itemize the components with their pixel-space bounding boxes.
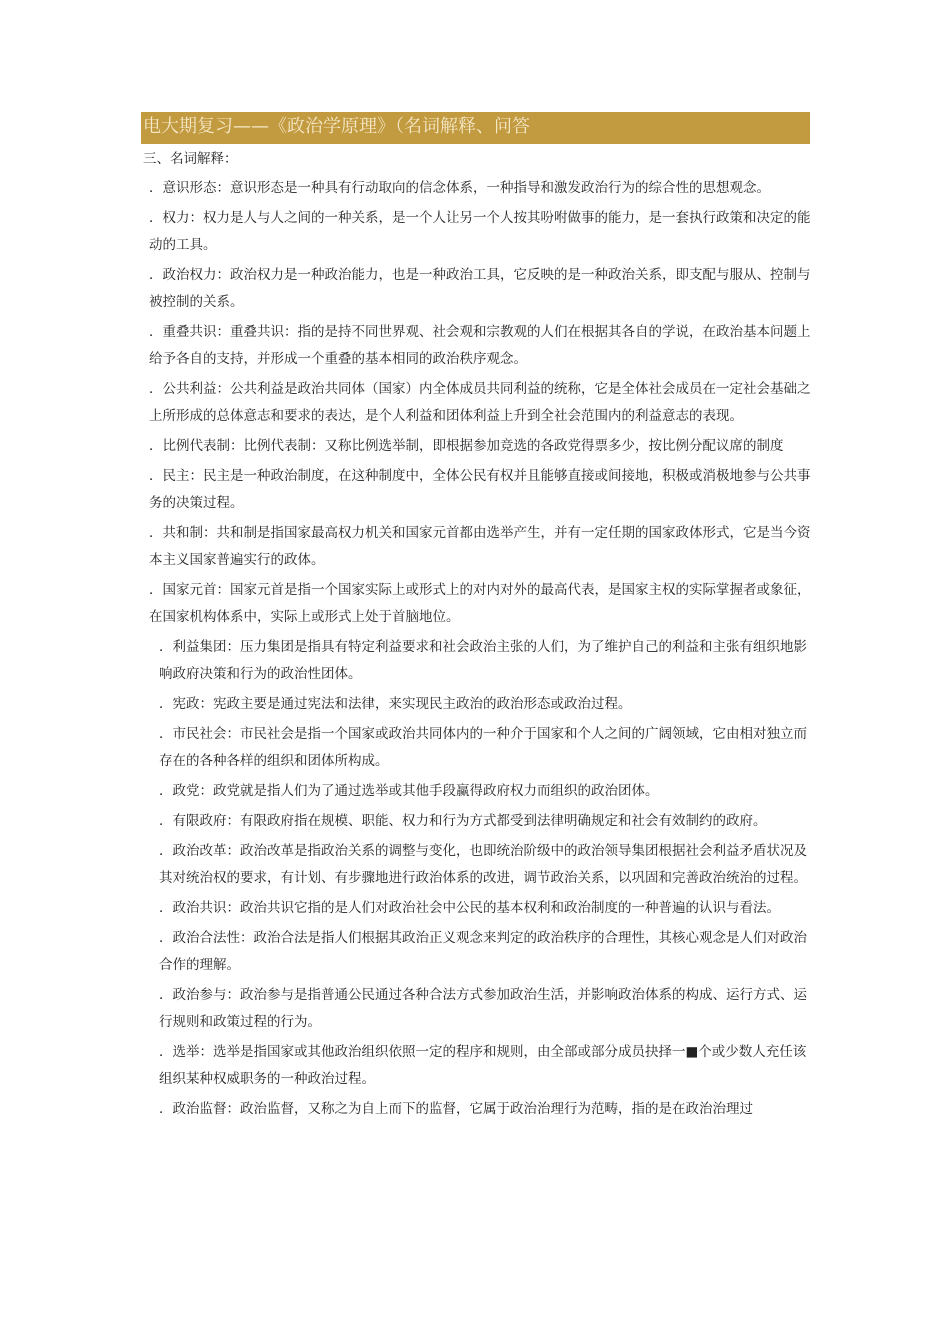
definition-entry: ．国家元首：国家元首是指一个国家实际上或形式上的对内对外的最高代表，是国家主权的实际掌握者或象征，在国家机构体系中，实际上或形式上处于首脑地位。 [149,582,811,625]
definition-entry: ．政党：政党就是指人们为了通过选举或其他手段赢得政府权力而组织的政治团体。 [159,783,659,799]
definition-entry: ．政治改革：政治改革是指政治关系的调整与变化，也即统治阶级中的政治领导集团根据社会利益矛盾状况及其对统治权的要求，有计划、有步骤地进行政治体系的改进，调节政治关系，以巩固和完善政治统治的过程。 [159,843,807,886]
definition-entry: ．政治参与：政治参与是指普通公民通过各种合法方式参加政治生活，并影响政治体系的构成、运行方式、运行规则和政策过程的行为。 [159,987,807,1030]
definition-entry: ．权力：权力是人与人之间的一种关系，是一个人让另一个人按其吩咐做事的能力，是一套执行政策和决定的能动的工具。 [149,210,811,253]
definition-entry: ．政治共识：政治共识它指的是人们对政治社会中公民的基本权利和政治制度的一种普遍的认识与看法。 [159,900,780,916]
definition-entry: ．重叠共识：重叠共识：指的是持不同世界观、社会观和宗教观的人们在根据其各自的学说，在政治基本问题上给予各自的支持，并形成一个重叠的基本相同的政治秩序观念。 [149,324,811,367]
definition-list [141,175,813,1126]
definition-entry: ．市民社会：市民社会是指一个国家或政治共同体内的一种介于国家和个人之间的广阔领域，它由相对独立而存在的各种各样的组织和团体所构成。 [159,726,807,769]
document-title: 电大期复习——《政治学原理》（名词解释、问答 [143,116,530,137]
definition-entry: ．意识形态：意识形态是一种具有行动取向的信念体系，一种指导和激发政治行为的综合性的思想观念。 [149,180,770,196]
section-heading: 三、名词解释： [143,151,238,167]
definition-entry: ．共和制：共和制是指国家最高权力机关和国家元首都由选举产生，并有一定任期的国家政体形式，它是当今资本主义国家普遍实行的政体。 [149,525,811,568]
definition-entry: ．公共利益：公共利益是政治共同体（国家）内全体成员共同利益的统称，它是全体社会成员在一定社会基础之上所形成的总体意志和要求的表达，是个人利益和团体利益上升到全社会范围内的利益意志的表现。 [149,381,811,424]
definition-entry: ．有限政府：有限政府指在规模、职能、权力和行为方式都受到法律明确规定和社会有效制约的政府。 [159,813,767,829]
title-banner [141,112,810,144]
definition-entry: ．政治合法性：政治合法是指人们根据其政治正义观念来判定的政治秩序的合理性，其核心观念是人们对政治合作的理解。 [159,930,807,973]
definition-entry: ．民主：民主是一种政治制度，在这种制度中，全体公民有权并且能够直接或间接地，积极或消极地参与公共事务的决策过程。 [149,468,811,511]
definition-entry: ．宪政：宪政主要是通过宪法和法律，来实现民主政治的政治形态或政治过程。 [159,696,632,712]
definition-entry: ．政治权力：政治权力是一种政治能力，也是一种政治工具，它反映的是一种政治关系，即支配与服从、控制与被控制的关系。 [149,267,811,310]
definition-entry: ．比例代表制：比例代表制：又称比例选举制，即根据参加竞选的各政党得票多少，按比例分配议席的制度 [149,438,784,454]
definition-entry: ．利益集团：压力集团是指具有特定利益要求和社会政治主张的人们，为了维护自己的利益和主张有组织地影响政府决策和行为的政治性团体。 [159,639,807,682]
definition-entry: ．政治监督：政治监督，又称之为自上而下的监督，它属于政治治理行为范畴，指的是在政治治理过 [159,1101,753,1117]
definition-entry: ．选举：选举是指国家或其他政治组织依照一定的程序和规则，由全部或部分成员抉择一■个或少数人充任该组织某种权威职务的一种政治过程。 [159,1044,807,1087]
